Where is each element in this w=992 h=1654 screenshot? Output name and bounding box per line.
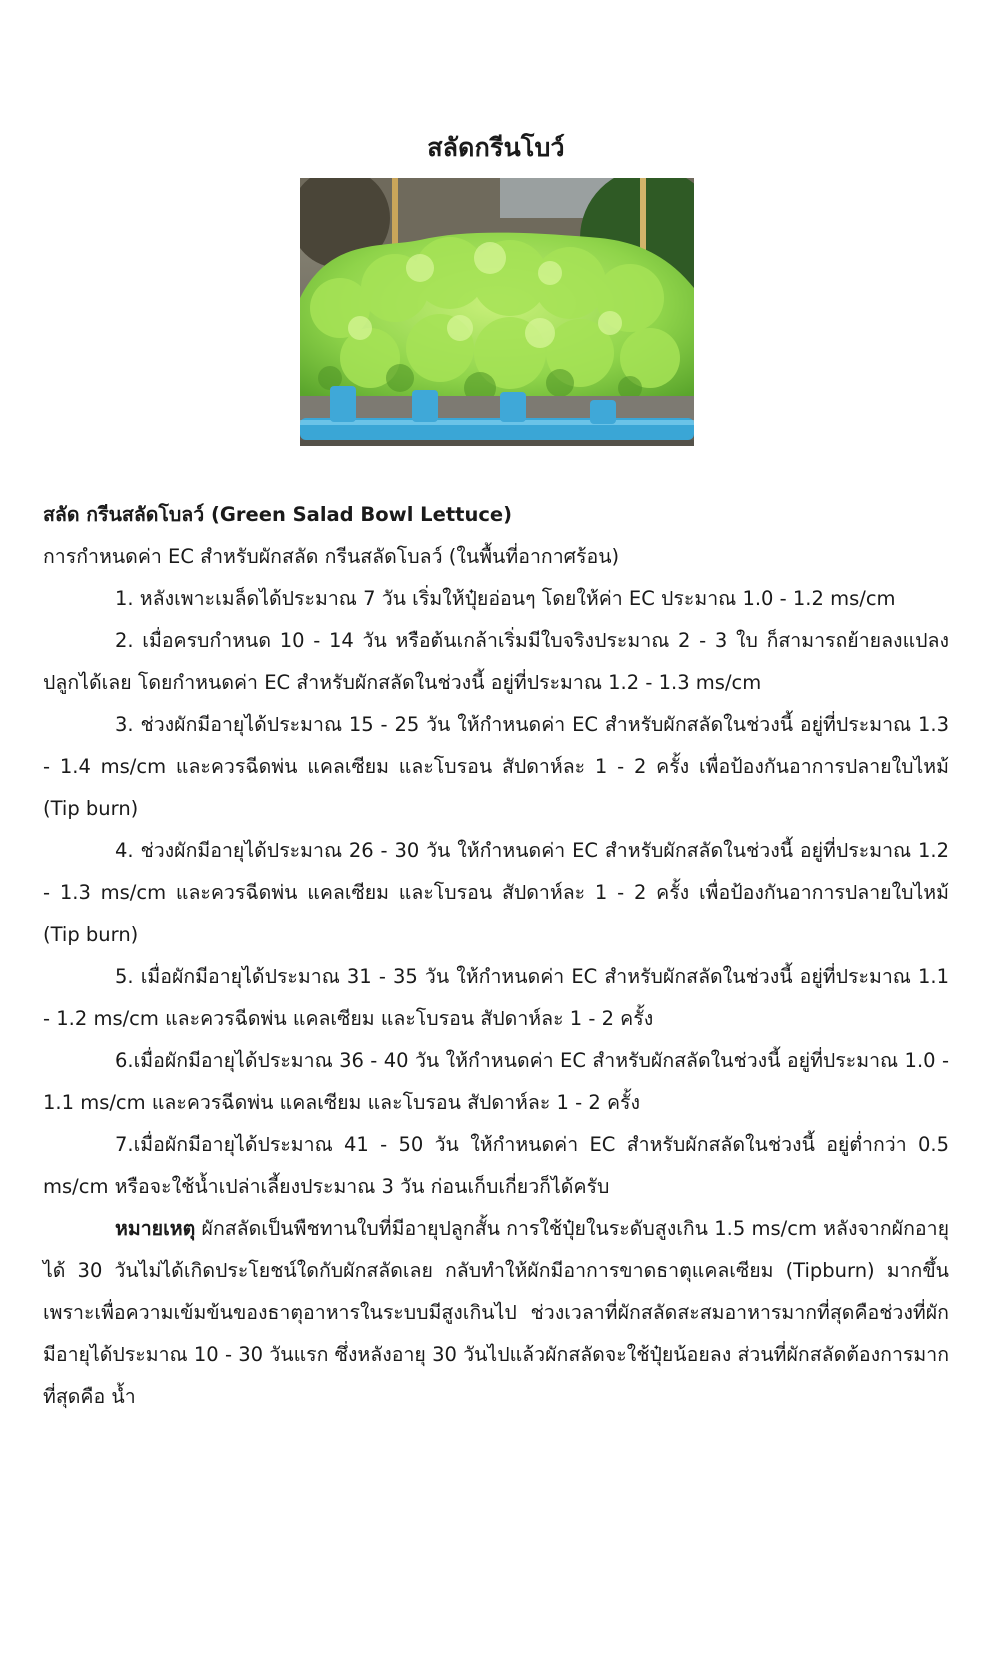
lettuce-photo (300, 178, 694, 446)
note-paragraph (43, 1208, 949, 1418)
list-item: 3. ช่วงผักมีอายุได้ประมาณ 15 - 25 วัน ให้กำหนดค่า EC สำหรับผักสลัดในช่วงนี้ อยู่ที่ประมาณ 1.3 - 1.4 ms/cm และควรฉีดพ่น แคลเซียม และโบรอน สัปดาห์ละ 1 - 2 ครั้ง เพื่อป้องกันอาการปลายใบไหม้ (Tip burn) (43, 713, 949, 820)
list-item: 1. หลังเพาะเมล็ดได้ประมาณ 7 วัน เริ่มให้ปุ๋ยอ่อนๆ โดยให้ค่า EC ประมาณ 1.0 - 1.2 ms/cm (115, 587, 896, 610)
note-label: หมายเหตุ (115, 1217, 196, 1240)
list-item: 6.เมื่อผักมีอายุได้ประมาณ 36 - 40 วัน ให้กำหนดค่า EC สำหรับผักสลัดในช่วงนี้ อยู่ที่ประมาณ 1.0 - 1.1 ms/cm และควรฉีดพ่น แคลเซียม และโบรอน สัปดาห์ละ 1 - 2 ครั้ง (43, 1049, 949, 1114)
list-item: 7.เมื่อผักมีอายุได้ประมาณ 41 - 50 วัน ให้กำหนดค่า EC สำหรับผักสลัดในช่วงนี้ อยู่ต่ำกว่า 0.5 ms/cm หรือจะใช้น้ำเปล่าเลี้ยงประมาณ 3 วัน ก่อนเก็บเกี่ยวก็ได้ครับ (43, 1133, 949, 1198)
page-title: สลัดกรีนโบว์ (427, 133, 565, 162)
lettuce-photo-icon (300, 178, 694, 446)
list-item: 5. เมื่อผักมีอายุได้ประมาณ 31 - 35 วัน ให้กำหนดค่า EC สำหรับผักสลัดในช่วงนี้ อยู่ที่ประมาณ 1.1 - 1.2 ms/cm และควรฉีดพ่น แคลเซียม และโบรอน สัปดาห์ละ 1 - 2 ครั้ง (43, 965, 949, 1030)
document-body (43, 494, 949, 1418)
list-item: 4. ช่วงผักมีอายุได้ประมาณ 26 - 30 วัน ให้กำหนดค่า EC สำหรับผักสลัดในช่วงนี้ อยู่ที่ประมาณ 1.2 - 1.3 ms/cm และควรฉีดพ่น แคลเซียม และโบรอน สัปดาห์ละ 1 - 2 ครั้ง เพื่อป้องกันอาการปลายใบไหม้ (Tip burn) (43, 839, 949, 946)
section-heading: สลัด กรีนสลัดโบลว์ (Green Salad Bowl Lettuce) (43, 503, 513, 526)
intro-text: การกำหนดค่า EC สำหรับผักสลัด กรีนสลัดโบลว์ (ในพื้นที่อากาศร้อน) (43, 545, 620, 568)
note-text: ผักสลัดเป็นพืชทานใบที่มีอายุปลูกสั้น การใช้ปุ๋ยในระดับสูงเกิน 1.5 ms/cm หลังจากผักอายุได้ 30 วันไม่ได้เกิดประโยชน์ใดกับผักสลัดเลย กลับทำให้ผักมีอาการขาดธาตุแคลเซียม (Tipburn) มากขึ้นเพราะเพื่อความเข้มข้นของธาตุอาหารในระบบมีสูงเกินไป ช่วงเวลาที่ผักสลัดสะสมอาหารมากที่สุดคือช่วงที่ผักมีอายุได้ประมาณ 10 - 30 วันแรก ซึ่งหลังอายุ 30 วันไปแล้วผักสลัดจะใช้ปุ๋ยน้อยลง ส่วนที่ผักสลัดต้องการมากที่สุดคือ น้ำ (43, 1217, 949, 1408)
list-item: 2. เมื่อครบกำหนด 10 - 14 วัน หรือต้นเกล้าเริ่มมีใบจริงประมาณ 2 - 3 ใบ ก็สามารถย้ายลงแปลงปลูกได้เลย โดยกำหนดค่า EC สำหรับผักสลัดในช่วงนี้ อยู่ที่ประมาณ 1.2 - 1.3 ms/cm (43, 629, 949, 694)
